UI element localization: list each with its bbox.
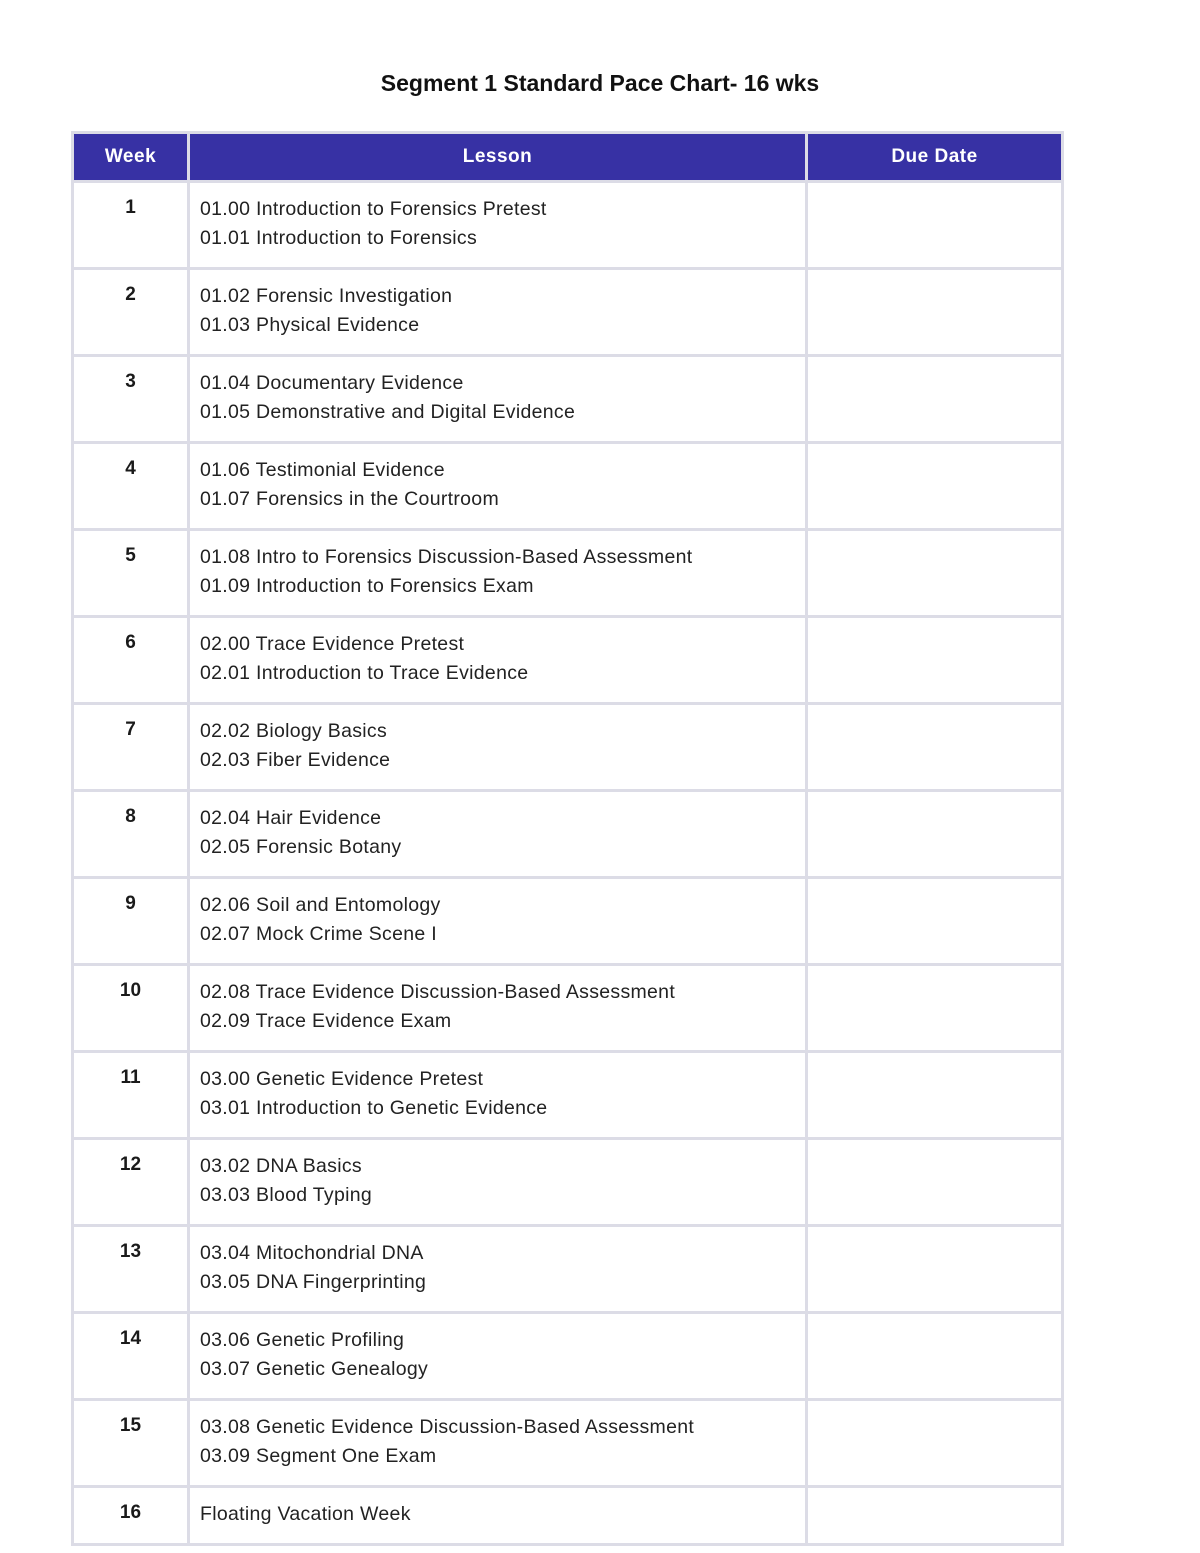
week-number-cell: 8 [73, 791, 189, 878]
lesson-item: 03.08 Genetic Evidence Discussion-Based Assessment [200, 1416, 695, 1438]
lesson-cell [189, 704, 807, 791]
lesson-item: 01.05 Demonstrative and Digital Evidence [200, 401, 576, 423]
table-row [73, 1400, 1063, 1487]
due-date-cell[interactable] [807, 530, 1063, 617]
lesson-cell [189, 1313, 807, 1400]
lesson-item: 03.00 Genetic Evidence Pretest [200, 1068, 484, 1090]
table-row [73, 269, 1063, 356]
due-date-cell[interactable] [807, 1400, 1063, 1487]
week-number-cell: 7 [73, 704, 189, 791]
lesson-item: 02.02 Biology Basics [200, 720, 388, 742]
lesson-cell [189, 443, 807, 530]
due-date-cell[interactable] [807, 1052, 1063, 1139]
table-row [73, 1226, 1063, 1313]
lesson-item: 03.06 Genetic Profiling [200, 1329, 405, 1351]
lesson-item: 02.04 Hair Evidence [200, 807, 382, 829]
due-date-cell[interactable] [807, 965, 1063, 1052]
lesson-item: 02.01 Introduction to Trace Evidence [200, 662, 529, 684]
lesson-item: 02.03 Fiber Evidence [200, 749, 391, 771]
lesson-cell [189, 269, 807, 356]
due-date-cell[interactable] [807, 878, 1063, 965]
lesson-cell [189, 356, 807, 443]
lesson-item: Floating Vacation Week [200, 1503, 411, 1525]
due-date-cell[interactable] [807, 791, 1063, 878]
lesson-item: 03.02 DNA Basics [200, 1155, 362, 1177]
lesson-item: 02.07 Mock Crime Scene I [200, 923, 437, 945]
table-row [73, 878, 1063, 965]
due-date-cell[interactable] [807, 1226, 1063, 1313]
due-date-cell[interactable] [807, 356, 1063, 443]
week-number-cell: 4 [73, 443, 189, 530]
table-row [73, 617, 1063, 704]
lesson-item: 02.00 Trace Evidence Pretest [200, 633, 465, 655]
week-number-cell: 11 [73, 1052, 189, 1139]
lesson-item: 02.08 Trace Evidence Discussion-Based Assessment [200, 981, 676, 1003]
lesson-item: 02.05 Forensic Botany [200, 836, 402, 858]
table-row [73, 1052, 1063, 1139]
table-row [73, 1139, 1063, 1226]
lesson-item: 01.06 Testimonial Evidence [200, 459, 445, 481]
lesson-item: 01.01 Introduction to Forensics [200, 227, 478, 249]
page-title: Segment 1 Standard Pace Chart- 16 wks [380, 70, 820, 96]
due-date-cell[interactable] [807, 269, 1063, 356]
table-row [73, 443, 1063, 530]
due-date-cell[interactable] [807, 1139, 1063, 1226]
week-number-cell: 13 [73, 1226, 189, 1313]
table-header-row [73, 133, 1063, 182]
week-number-cell: 9 [73, 878, 189, 965]
table-row [73, 356, 1063, 443]
due-date-cell[interactable] [807, 182, 1063, 269]
table-row [73, 791, 1063, 878]
lesson-column-header: Lesson [189, 133, 807, 182]
lesson-cell [189, 1052, 807, 1139]
lesson-item: 01.08 Intro to Forensics Discussion-Based Assessment [200, 546, 693, 568]
lesson-item: 03.09 Segment One Exam [200, 1445, 437, 1467]
table-row [73, 1487, 1063, 1545]
week-number-cell: 2 [73, 269, 189, 356]
table-row [73, 965, 1063, 1052]
lesson-item: 01.00 Introduction to Forensics Pretest [200, 198, 547, 220]
lesson-cell [189, 182, 807, 269]
table-row [73, 1313, 1063, 1400]
lesson-cell [189, 530, 807, 617]
week-number-cell: 6 [73, 617, 189, 704]
week-number-cell: 15 [73, 1400, 189, 1487]
week-number-cell: 10 [73, 965, 189, 1052]
lesson-item: 01.03 Physical Evidence [200, 314, 420, 336]
week-number-cell: 1 [73, 182, 189, 269]
table-row [73, 704, 1063, 791]
lesson-cell [189, 965, 807, 1052]
pace-chart-table [71, 131, 1064, 1546]
table-body [73, 182, 1063, 1545]
due-date-cell[interactable] [807, 443, 1063, 530]
due-date-column-header: Due Date [807, 133, 1063, 182]
week-number-cell: 3 [73, 356, 189, 443]
lesson-item: 02.09 Trace Evidence Exam [200, 1010, 452, 1032]
table-row [73, 182, 1063, 269]
week-column-header: Week [73, 133, 189, 182]
lesson-cell [189, 878, 807, 965]
lesson-item: 03.05 DNA Fingerprinting [200, 1271, 427, 1293]
lesson-item: 03.07 Genetic Genealogy [200, 1358, 429, 1380]
lesson-item: 03.01 Introduction to Genetic Evidence [200, 1097, 548, 1119]
table-row [73, 530, 1063, 617]
due-date-cell[interactable] [807, 1313, 1063, 1400]
lesson-cell [189, 617, 807, 704]
lesson-cell [189, 1139, 807, 1226]
week-number-cell: 16 [73, 1487, 189, 1545]
due-date-cell[interactable] [807, 704, 1063, 791]
lesson-cell [189, 1487, 807, 1545]
due-date-cell[interactable] [807, 1487, 1063, 1545]
lesson-item: 02.06 Soil and Entomology [200, 894, 441, 916]
lesson-item: 03.04 Mitochondrial DNA [200, 1242, 424, 1264]
lesson-item: 01.07 Forensics in the Courtroom [200, 488, 499, 510]
lesson-cell [189, 791, 807, 878]
lesson-cell [189, 1400, 807, 1487]
week-number-cell: 12 [73, 1139, 189, 1226]
week-number-cell: 5 [73, 530, 189, 617]
lesson-item: 01.04 Documentary Evidence [200, 372, 464, 394]
lesson-item: 03.03 Blood Typing [200, 1184, 373, 1206]
due-date-cell[interactable] [807, 617, 1063, 704]
week-number-cell: 14 [73, 1313, 189, 1400]
lesson-item: 01.09 Introduction to Forensics Exam [200, 575, 534, 597]
lesson-cell [189, 1226, 807, 1313]
lesson-item: 01.02 Forensic Investigation [200, 285, 453, 307]
